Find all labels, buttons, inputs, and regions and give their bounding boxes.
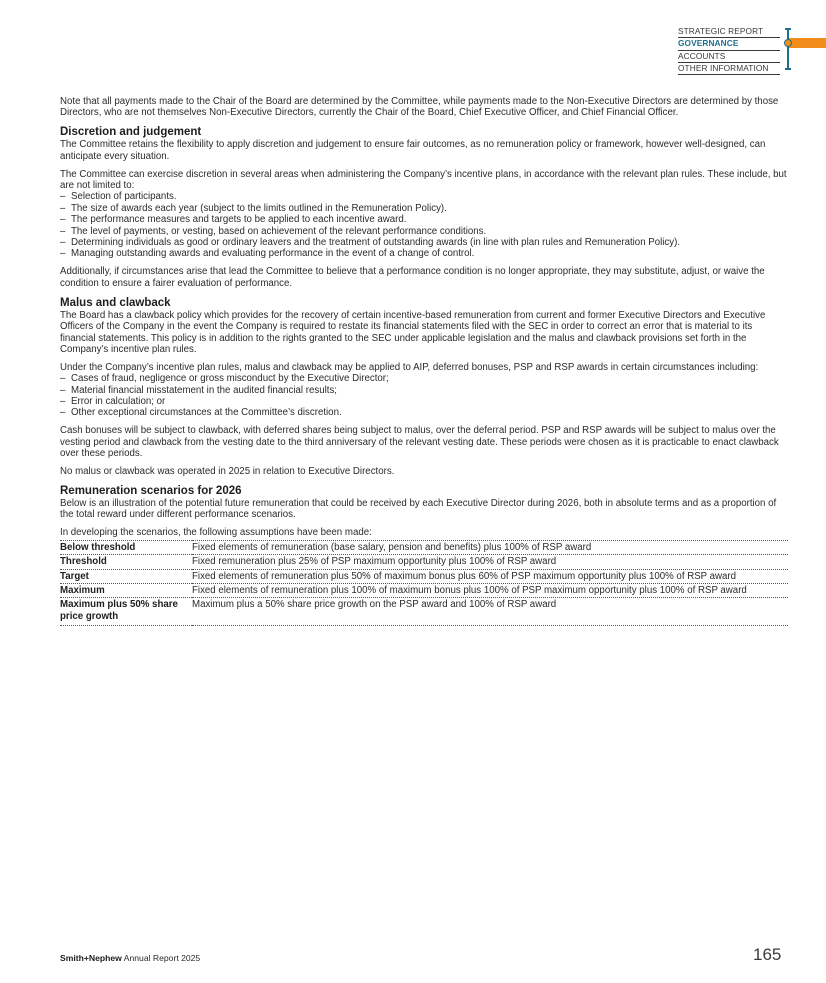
scenario-description: Maximum plus a 50% share price growth on the PSP award and 100% of RSP award	[192, 598, 788, 626]
malus-paragraph-4: No malus or clawback was operated in 2025 in relation to Executive Directors.	[60, 466, 395, 478]
scenarios-paragraph-1: Below is an illustration of the potential future remuneration that could be received by each Executive Director during 2026, both in absolute terms and as a proportion of the total reward under different performance scenarios.	[60, 497, 777, 521]
scenario-description: Fixed remuneration plus 25% of PSP maximum opportunity plus 100% of RSP award	[192, 555, 788, 569]
discretion-paragraph-2: The Committee can exercise discretion in several areas when administering the Company’s incentive plans, in accordance with the relevant plan rules. These include, but are not limited to:	[60, 168, 787, 192]
list-item: – The level of payments, or vesting, based on achievement of the relevant performance conditions.	[60, 226, 788, 237]
malus-paragraph-2: Under the Company’s incentive plan rules, malus and clawback may be applied to AIP, deferred bonuses, PSP and RSP awards in certain circumstances including:	[60, 361, 759, 373]
scenario-label: Below threshold	[60, 540, 192, 554]
list-item: – Cases of fraud, negligence or gross misconduct by the Executive Director;	[60, 373, 788, 384]
nav-strategic-report[interactable]: STRATEGIC REPORT	[678, 26, 780, 38]
list-item: – Other exceptional circumstances at the Committee’s discretion.	[60, 407, 788, 418]
table-row	[60, 598, 788, 626]
scenario-label: Maximum plus 50% share price growth	[60, 598, 192, 626]
table-row	[60, 569, 788, 583]
list-item: – Determining individuals as good or ordinary leavers and the treatment of outstanding awards (in line with plan rules and Remuneration Policy).	[60, 237, 788, 248]
malus-paragraph-1: The Board has a clawback policy which provides for the recovery of certain incentive-based remuneration from current and former Executive Directors and Executive Officers of the Company in the event the Company is required to restate its financial statements filed with the SEC in order to correct an error that is material to its financial statements. This policy is in addition to the rights granted to the SEC under applicable legislation and the malus and clawback provisions set forth in the Company’s incentive plan rules.	[60, 309, 766, 355]
list-item: – The size of awards each year (subject to the limits outlined in the Remuneration Policy).	[60, 203, 788, 214]
malus-heading: Malus and clawback	[60, 296, 171, 309]
list-item: – Material financial misstatement in the audited financial results;	[60, 385, 788, 396]
active-section-tab	[789, 38, 826, 48]
nav-rail	[787, 28, 789, 70]
scenario-label: Maximum	[60, 583, 192, 597]
nav-rail-tick-bottom	[785, 68, 791, 70]
scenarios-heading: Remuneration scenarios for 2026	[60, 484, 242, 497]
nav-other-information[interactable]: OTHER INFORMATION	[678, 63, 780, 75]
discretion-heading: Discretion and judgement	[60, 126, 202, 139]
scenario-label: Target	[60, 569, 192, 583]
table-row	[60, 540, 788, 554]
nav-rail-tick-top	[785, 28, 791, 30]
active-section-marker	[784, 39, 792, 47]
list-item: – Managing outstanding awards and evaluating performance in the event of a change of control.	[60, 248, 788, 259]
list-item: – Selection of participants.	[60, 191, 788, 202]
scenarios-paragraph-2: In developing the scenarios, the following assumptions have been made:	[60, 527, 372, 539]
table-row	[60, 583, 788, 597]
intro-paragraph: Note that all payments made to the Chair of the Board are determined by the Committee, while payments made to the Non-Executive Directors are determined by those Directors, who are not themselves Non-Executive Directors, currently the Chair of the Board, Chief Executive Officer, and Chief Financial Officer.	[60, 96, 779, 119]
table-row	[60, 555, 788, 569]
malus-paragraph-3: Cash bonuses will be subject to clawback, with deferred shares being subject to malus, over the deferral period. PSP and RSP awards will be subject to malus over the vesting period and clawback from the vesting date to the third anniversary of the relevant vesting date. These periods were chosen as it is practicable to enact clawback over these periods.	[60, 425, 779, 460]
footer	[60, 953, 200, 963]
discretion-paragraph-3: Additionally, if circumstances arise that lead the Committee to believe that a performance condition is no longer appropriate, they may substitute, adjust, or waive the condition to ensure a fairer evaluation of performance.	[60, 266, 765, 289]
nav-governance[interactable]: GOVERNANCE	[678, 38, 780, 50]
discretion-paragraph-1: The Committee retains the flexibility to apply discretion and judgement to ensure fair outcomes, as no remuneration policy or framework, however well-designed, can anticipate every situation.	[60, 139, 766, 162]
list-item: – Error in calculation; or	[60, 396, 788, 407]
scenario-description: Fixed elements of remuneration plus 50% of maximum bonus plus 60% of PSP maximum opportunity plus 100% of RSP award	[192, 569, 788, 583]
malus-list	[60, 373, 788, 419]
discretion-list	[60, 191, 788, 259]
nav-accounts[interactable]: ACCOUNTS	[678, 51, 780, 63]
scenario-description: Fixed elements of remuneration (base salary, pension and benefits) plus 100% of RSP award	[192, 540, 788, 554]
scenario-description: Fixed elements of remuneration plus 100% of maximum bonus plus 100% of PSP maximum opportunity plus 100% of RSP award	[192, 583, 788, 597]
scenarios-table	[60, 540, 788, 626]
page-number: 165	[753, 945, 782, 964]
footer-report-title: Annual Report 2025	[123, 953, 201, 963]
section-nav	[678, 26, 780, 75]
footer-brand: Smith+Nephew	[60, 953, 122, 963]
scenario-label: Threshold	[60, 555, 192, 569]
list-item: – The performance measures and targets to be applied to each incentive award.	[60, 214, 788, 225]
main-content	[60, 96, 788, 626]
